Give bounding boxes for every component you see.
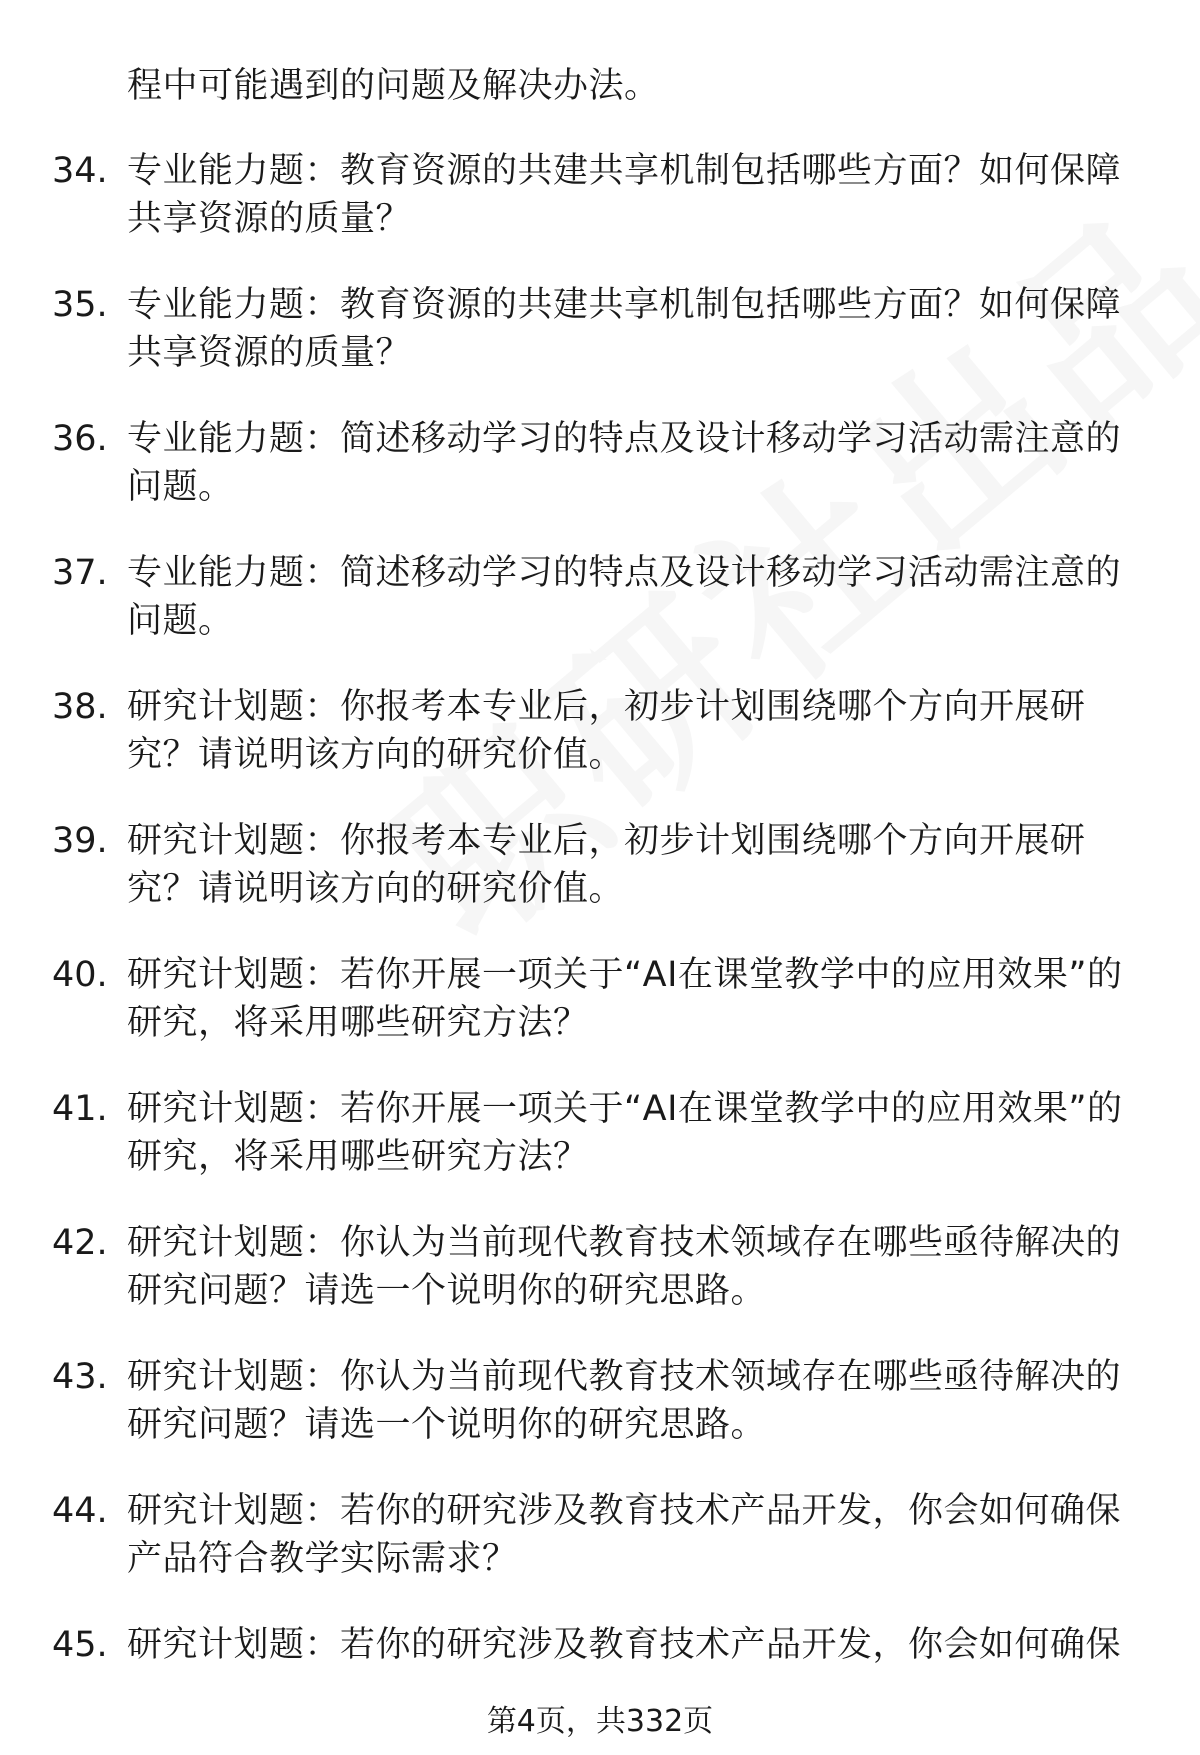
question-text: 专业能力题：教育资源的共建共享机制包括哪些方面？如何保障共享资源的质量？ <box>127 285 1122 373</box>
question-number: 41. <box>52 1089 108 1129</box>
question-text: 研究计划题：若你开展一项关于“AI在课堂教学中的应用效果”的研究，将采用哪些研究方法？ <box>127 1089 1123 1177</box>
list-item <box>0 1353 1200 1487</box>
question-number: 37. <box>52 553 108 593</box>
question-number: 40. <box>52 955 108 995</box>
list-item <box>0 281 1200 415</box>
question-text: 研究计划题：你报考本专业后，初步计划围绕哪个方向开展研究？请说明该方向的研究价值。 <box>127 821 1086 909</box>
list-item <box>0 1085 1200 1219</box>
question-text: 研究计划题：若你的研究涉及教育技术产品开发，你会如何确保产品符合教学实际需求？ <box>127 1491 1122 1579</box>
continuation-text: 程中可能遇到的问题及解决办法。 <box>127 66 660 106</box>
question-number: 43. <box>52 1357 108 1397</box>
question-list <box>0 147 1200 1755</box>
question-number: 44. <box>52 1491 108 1531</box>
list-item <box>0 415 1200 549</box>
question-text: 专业能力题：简述移动学习的特点及设计移动学习活动需注意的问题。 <box>127 419 1122 507</box>
question-text: 研究计划题：你报考本专业后，初步计划围绕哪个方向开展研究？请说明该方向的研究价值。 <box>127 687 1086 775</box>
question-number: 42. <box>52 1223 108 1263</box>
question-text: 专业能力题：教育资源的共建共享机制包括哪些方面？如何保障共享资源的质量？ <box>127 151 1122 239</box>
question-number: 39. <box>52 821 108 861</box>
question-text: 研究计划题：若你的研究涉及教育技术产品开发，你会如何确保 <box>127 1625 1122 1665</box>
question-number: 45. <box>52 1625 108 1665</box>
question-number: 36. <box>52 419 108 459</box>
list-item <box>0 1487 1200 1621</box>
list-item <box>0 951 1200 1085</box>
question-number: 34. <box>52 151 108 191</box>
list-item <box>0 683 1200 817</box>
question-number: 35. <box>52 285 108 325</box>
question-number: 38. <box>52 687 108 727</box>
list-item <box>0 549 1200 683</box>
question-text: 专业能力题：简述移动学习的特点及设计移动学习活动需注意的问题。 <box>127 553 1122 641</box>
list-item <box>0 1219 1200 1353</box>
list-item <box>0 817 1200 951</box>
question-text: 研究计划题：你认为当前现代教育技术领域存在哪些亟待解决的研究问题？请选一个说明你的研究思路。 <box>127 1223 1122 1311</box>
question-text: 研究计划题：你认为当前现代教育技术领域存在哪些亟待解决的研究问题？请选一个说明你的研究思路。 <box>127 1357 1122 1445</box>
question-text: 研究计划题：若你开展一项关于“AI在课堂教学中的应用效果”的研究，将采用哪些研究方法？ <box>127 955 1123 1043</box>
list-item <box>0 147 1200 281</box>
page-footer: 第4页，共332页 <box>486 1704 714 1739</box>
